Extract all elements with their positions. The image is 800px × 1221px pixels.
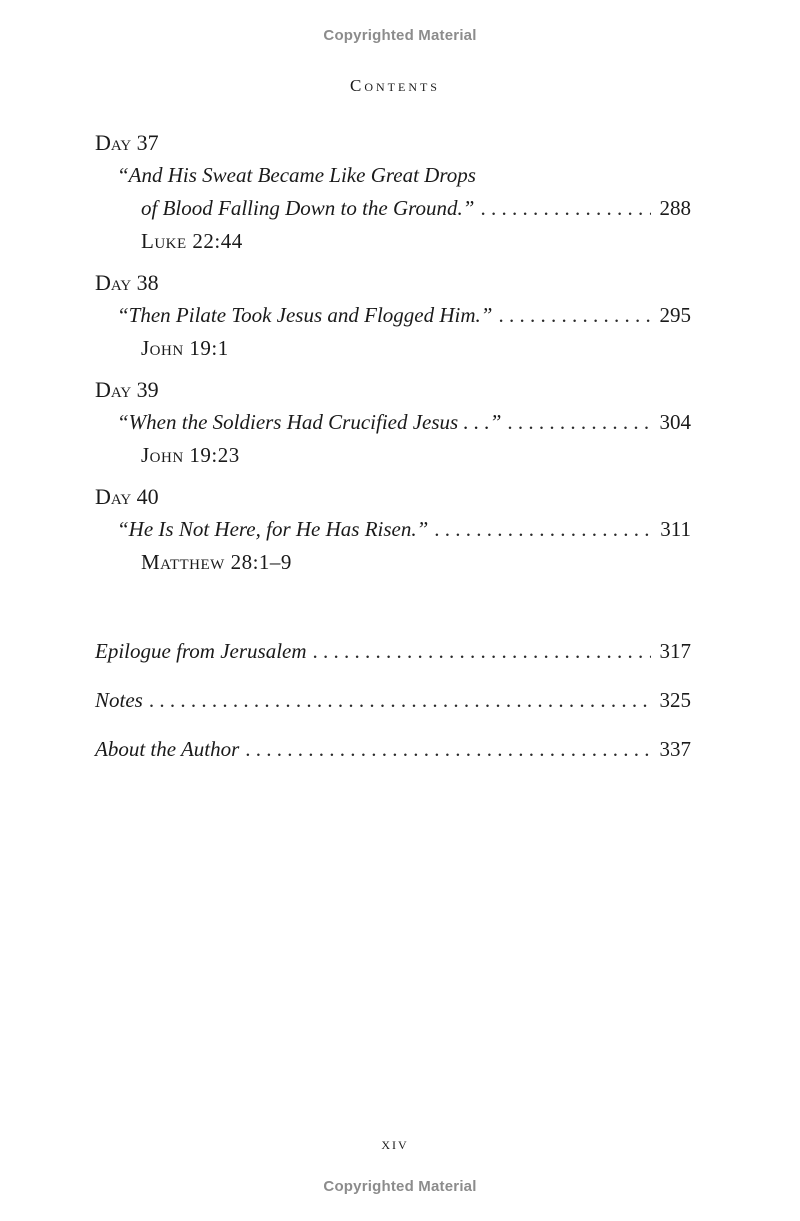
entry-title: “And His Sweat Became Like Great Drops [117, 163, 476, 187]
page-number: 325 [659, 688, 691, 712]
entry-title: Notes [95, 688, 143, 712]
folio-page-number: xiv [381, 1134, 409, 1153]
back-matter-list [95, 634, 691, 781]
dot-leader [313, 634, 651, 669]
entry-title: “He Is Not Here, for He Has Risen.” [117, 517, 429, 541]
entry-title: About the Author [95, 737, 240, 761]
page-number: 317 [659, 639, 691, 663]
toc-entry-link[interactable] [95, 406, 691, 439]
toc-day-40 [95, 480, 691, 579]
page-number: 304 [659, 410, 691, 434]
page-number: 288 [659, 196, 691, 220]
scripture-reference: John 19:23 [141, 443, 240, 467]
toc-entry-epilogue[interactable] [95, 634, 691, 683]
entry-title: “When the Soldiers Had Crucified Jesus . . .” [117, 410, 502, 434]
dot-leader [149, 683, 651, 718]
toc-entry-link[interactable] [95, 299, 691, 332]
day-heading: Day 37 [95, 130, 159, 155]
page-number: 311 [660, 517, 691, 541]
copyright-watermark-top: Copyrighted Material [323, 27, 477, 44]
toc-entry-link[interactable] [95, 192, 691, 225]
day-heading: Day 40 [95, 484, 159, 509]
table-of-contents [95, 126, 691, 587]
day-heading: Day 39 [95, 377, 159, 402]
entry-title-line [95, 159, 691, 192]
scripture-reference: John 19:1 [141, 336, 229, 360]
entry-title: of Blood Falling Down to the Ground.” [141, 196, 475, 220]
toc-day-37 [95, 126, 691, 258]
dot-leader [507, 406, 651, 439]
dot-leader [498, 299, 651, 332]
toc-entry-notes[interactable] [95, 683, 691, 732]
page-number: 337 [659, 737, 691, 761]
dot-leader [245, 732, 651, 767]
page-number: 295 [659, 303, 691, 327]
dot-leader [434, 513, 651, 546]
scripture-reference: Matthew 28:1–9 [141, 550, 292, 574]
day-heading: Day 38 [95, 270, 159, 295]
toc-entry-link[interactable] [95, 513, 691, 546]
page-title: Contents [349, 76, 440, 95]
toc-entry-about-author[interactable] [95, 732, 691, 781]
scripture-reference: Luke 22:44 [141, 229, 243, 253]
dot-leader [480, 192, 651, 225]
entry-title: Epilogue from Jerusalem [95, 639, 307, 663]
copyright-watermark-bottom: Copyrighted Material [323, 1178, 477, 1195]
toc-day-38 [95, 266, 691, 365]
toc-day-39 [95, 373, 691, 472]
entry-title: “Then Pilate Took Jesus and Flogged Him.” [117, 303, 493, 327]
